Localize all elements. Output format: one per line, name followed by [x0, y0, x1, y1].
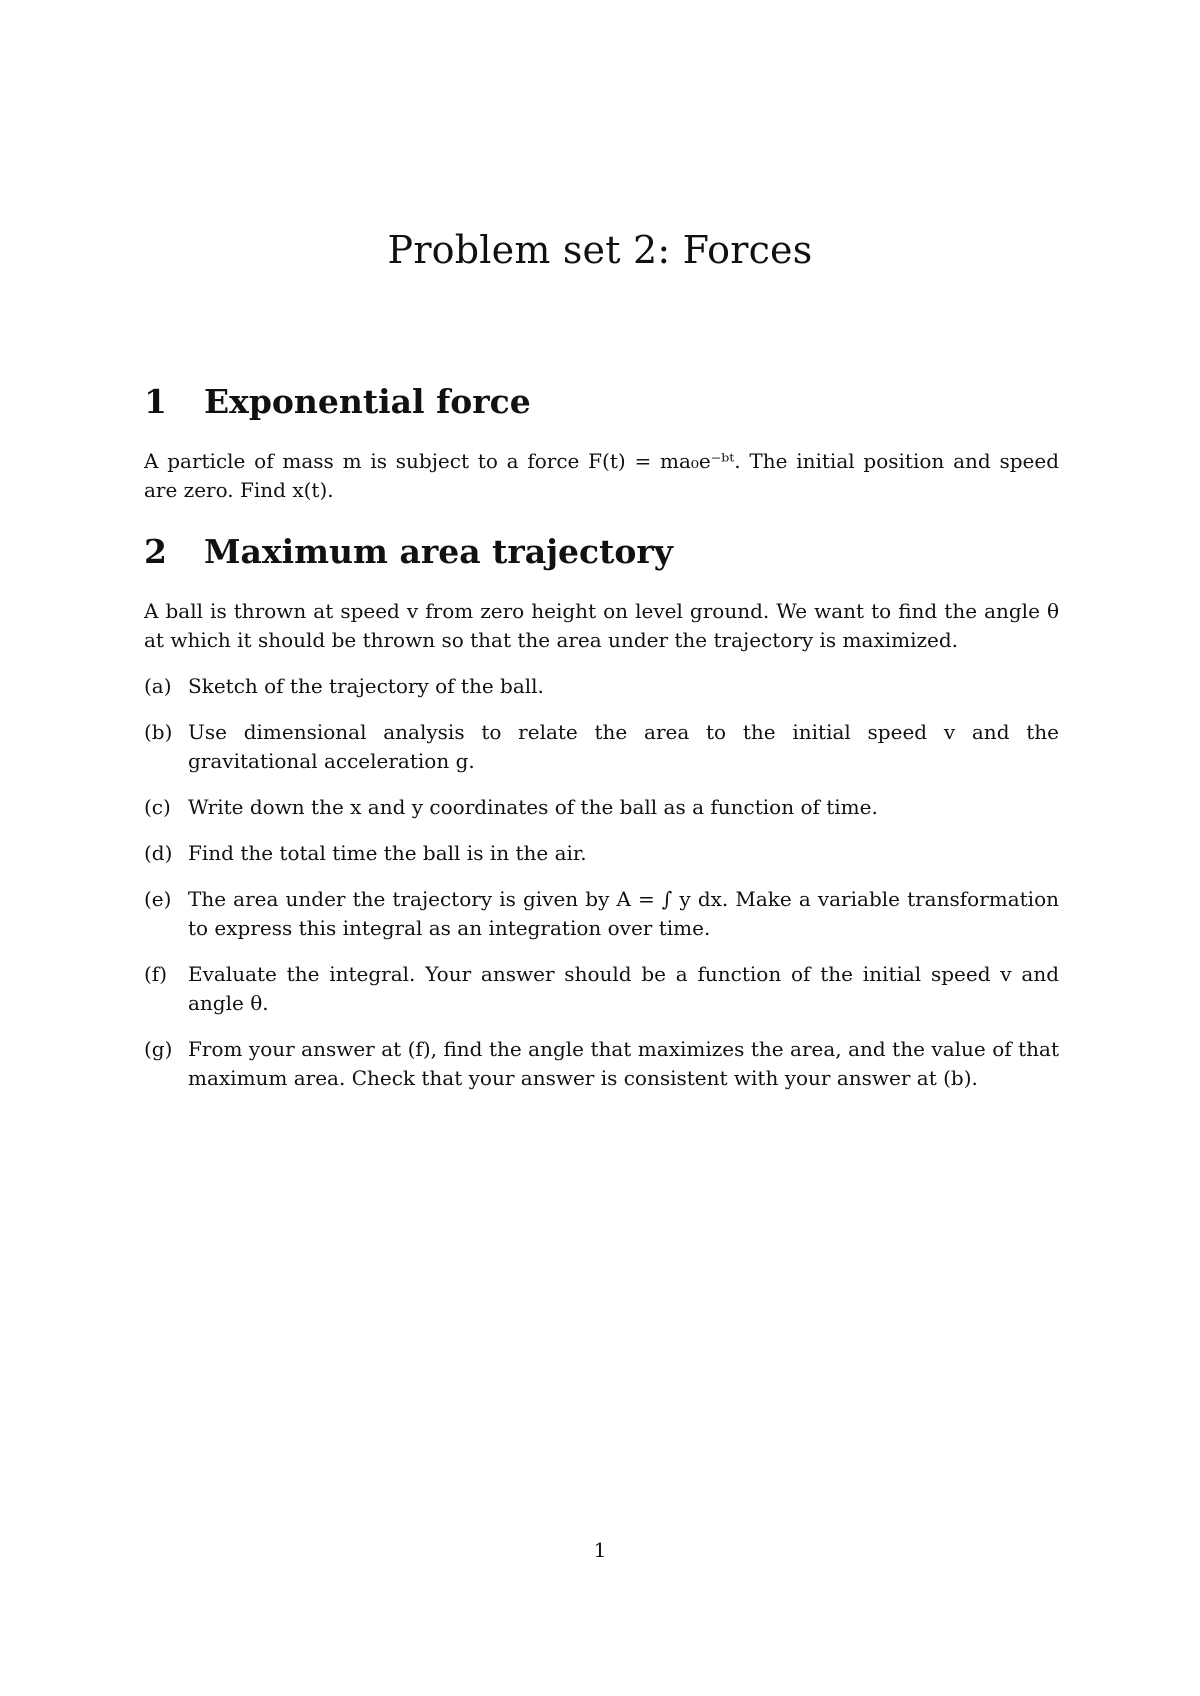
section-body-line: A particle of mass m is subject to a force F(t) = ma₀e⁻ᵇᵗ. The initial position and speed	[144, 449, 1059, 473]
question-item	[144, 885, 1059, 943]
question-text: The area under the trajectory is given by A = ∫ y dx. Make a variable transformation to express this integral as an integration over time.	[188, 887, 1059, 940]
question-marker: (b)	[144, 720, 173, 744]
question-marker: (a)	[144, 674, 172, 698]
section-title: Maximum area trajectory	[204, 532, 673, 571]
section-maximum-area-trajectory	[144, 532, 1059, 1093]
question-text: Use dimensional analysis to relate the area to the initial speed v and the gravitational acceleration g.	[188, 720, 1059, 773]
section-body-line: are zero. Find x(t).	[144, 478, 334, 502]
section-heading	[144, 382, 1059, 421]
question-marker: (d)	[144, 841, 173, 865]
question-item	[144, 960, 1059, 1018]
question-text: Evaluate the integral. Your answer should be a function of the initial speed v and angle θ.	[188, 962, 1059, 1015]
question-text: Sketch of the trajectory of the ball.	[188, 674, 544, 698]
section-title: Exponential force	[204, 382, 531, 421]
question-item	[144, 839, 1059, 868]
question-list	[144, 672, 1059, 1093]
question-marker: (f)	[144, 962, 168, 986]
section-body-line: A ball is thrown at speed v from zero height on level ground. We want to find the angle θ	[144, 599, 1059, 623]
section-body-line: at which it should be thrown so that the area under the trajectory is maximized.	[144, 628, 959, 652]
question-marker: (e)	[144, 887, 172, 911]
section-number: 2	[144, 532, 167, 571]
section-number: 1	[144, 382, 167, 421]
question-item	[144, 793, 1059, 822]
document-title: Problem set 2: Forces	[387, 228, 813, 272]
question-item	[144, 672, 1059, 701]
section-exponential-force	[144, 382, 1059, 505]
question-text: Write down the x and y coordinates of the ball as a function of time.	[188, 795, 878, 819]
question-item	[144, 718, 1059, 776]
section-heading	[144, 532, 1059, 571]
question-marker: (c)	[144, 795, 171, 819]
question-item	[144, 1035, 1059, 1093]
question-marker: (g)	[144, 1037, 173, 1061]
question-text: From your answer at (f), find the angle that maximizes the area, and the value of that maximum area. Check that your answer is consistent with your answer at (b).	[188, 1037, 1059, 1090]
page-number: 1	[593, 1538, 607, 1562]
question-text: Find the total time the ball is in the air.	[188, 841, 587, 865]
